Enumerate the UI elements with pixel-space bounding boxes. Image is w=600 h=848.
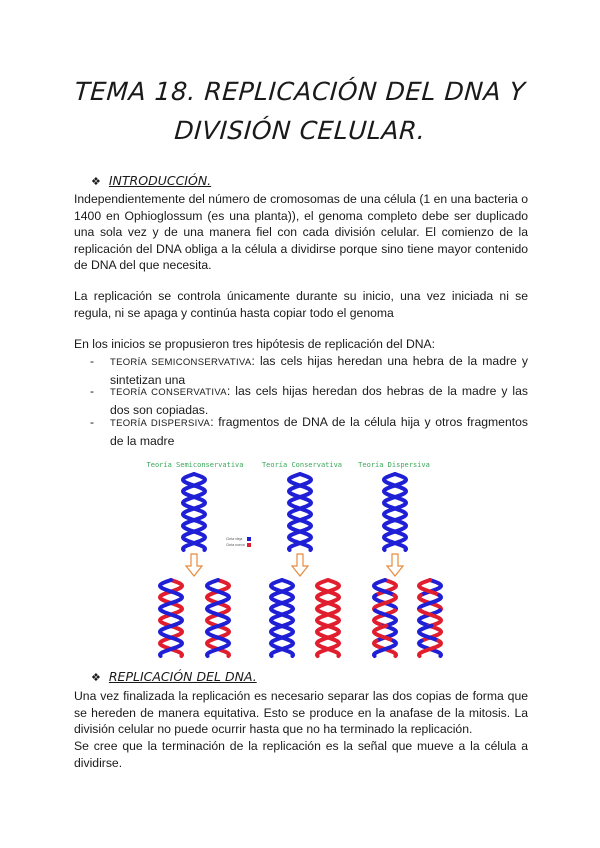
diamond-bullet-icon: ❖ [91,175,101,188]
down-arrow-icon [387,554,403,576]
text-line: En los inicios se propusieron tres hipótesis de replicación del DNA: [74,337,436,351]
dna-helix [384,474,406,550]
legend-swatch-old [247,537,251,541]
intro-paragraph-1 [74,191,528,274]
text-line: Se cree que la terminación de la replicación es la señal que mueve a la célula a [74,739,528,753]
replicacion-paragraph-1 [74,688,528,738]
down-arrow-icon [292,554,308,576]
dna-helix [289,474,311,550]
replicacion-paragraph-2 [74,738,528,771]
hypothesis-item-dispersiva: - TEORÍA DISPERSIVA: fragmentos de DNA de la célula hija y otros fragmentos de la madre [90,415,528,448]
dna-helix [183,474,205,550]
text-line: dividirse. [74,755,123,770]
text-line: se hereden de manera equitativa. Esto se produce en la anafase de la mitosis. La [74,705,528,720]
hypothesis-text: : las cels hijas heredan una hebra de la madre y sintetizan una [110,354,528,387]
text-line: división celular no puede ocurrir hasta que no ha terminado la replicación. [74,722,473,736]
figure-label-dispersiva: Teoría Dispersiva [358,461,430,469]
hypothesis-term: TEORÍA SEMICONSERVATIVA [110,357,252,368]
hypothesis-text: : fragmentos de DNA de la célula hija y otros fragmentos de la madre [110,415,528,448]
text-line: La replicación se controla únicamente durante su inicio, una vez iniciada ni se [74,289,528,303]
text-line: Independientemente del número de cromosomas de una célula (1 en una bacteria o [74,192,528,206]
figure-legend [226,537,251,547]
dna-helix [374,580,396,656]
section-heading-introduccion [91,173,211,188]
intro-paragraph-2 [74,288,528,321]
dna-replication-figure [0,458,600,663]
dna-helix [419,580,441,656]
figure-label-semiconservativa: Teoría Semiconservativa [146,461,244,469]
dna-replication-diagram [0,458,600,663]
dna-helix [271,580,293,656]
hypothesis-item-semiconservativa: - TEORÍA SEMICONSERVATIVA: las cels hijas heredan una hebra de la madre y sintetizan una [90,354,528,387]
text-line: replicación del DNA obliga a la célula a dividirse porque sino tiene mayor contenido [74,241,528,256]
figure-label-conservativa: Teoría Conservativa [261,461,343,469]
section-heading-text: INTRODUCCIÓN. [108,173,212,188]
page-title-line1: TEMA 18. REPLICACIÓN DEL DNA Y [73,77,527,106]
dna-helix [207,580,229,656]
text-line: de DNA del que necesita. [74,258,212,272]
section-heading-text: REPLICACIÓN DEL DNA. [108,669,257,684]
hypothesis-text: : las cels hijas heredan dos hebras de la madre y las dos son copiadas. [110,384,529,417]
section-heading-replicacion [91,669,257,684]
text-line: una sola vez y de una manera fiel con cada división celular. El comienzo de la [74,225,528,239]
dna-strand-segment [374,595,396,610]
hypothesis-term: TEORÍA DISPERSIVA [110,418,211,429]
down-arrow-icon [186,554,202,576]
page-title-line2: DIVISIÓN CELULAR. [173,116,427,145]
dna-helix [317,580,339,656]
arrows-group [186,554,403,576]
hypothesis-term: TEORÍA CONSERVATIVA [110,387,227,398]
legend-swatch-new [247,543,251,547]
text-line: regula, ni se apaga y continúa hasta copiar todo el genoma [74,305,394,320]
text-line: Una vez finalizada la replicación es necesario separar las dos copias de forma que [74,689,528,703]
text-line: 1400 en Ophioglossum (es una planta)), el genoma completo debe ser duplicado [74,208,528,223]
intro-paragraph-3 [74,336,528,353]
hypothesis-item-conservativa: - TEORÍA CONSERVATIVA: las cels hijas heredan dos hebras de la madre y las dos son copiadas. [90,384,529,417]
dna-strand-segment [419,595,441,610]
legend-label-new: Cinta nueva [226,543,245,547]
diamond-bullet-icon: ❖ [91,671,101,684]
legend-label-old: Cinta vieja [226,537,243,541]
dna-helix [160,580,182,656]
